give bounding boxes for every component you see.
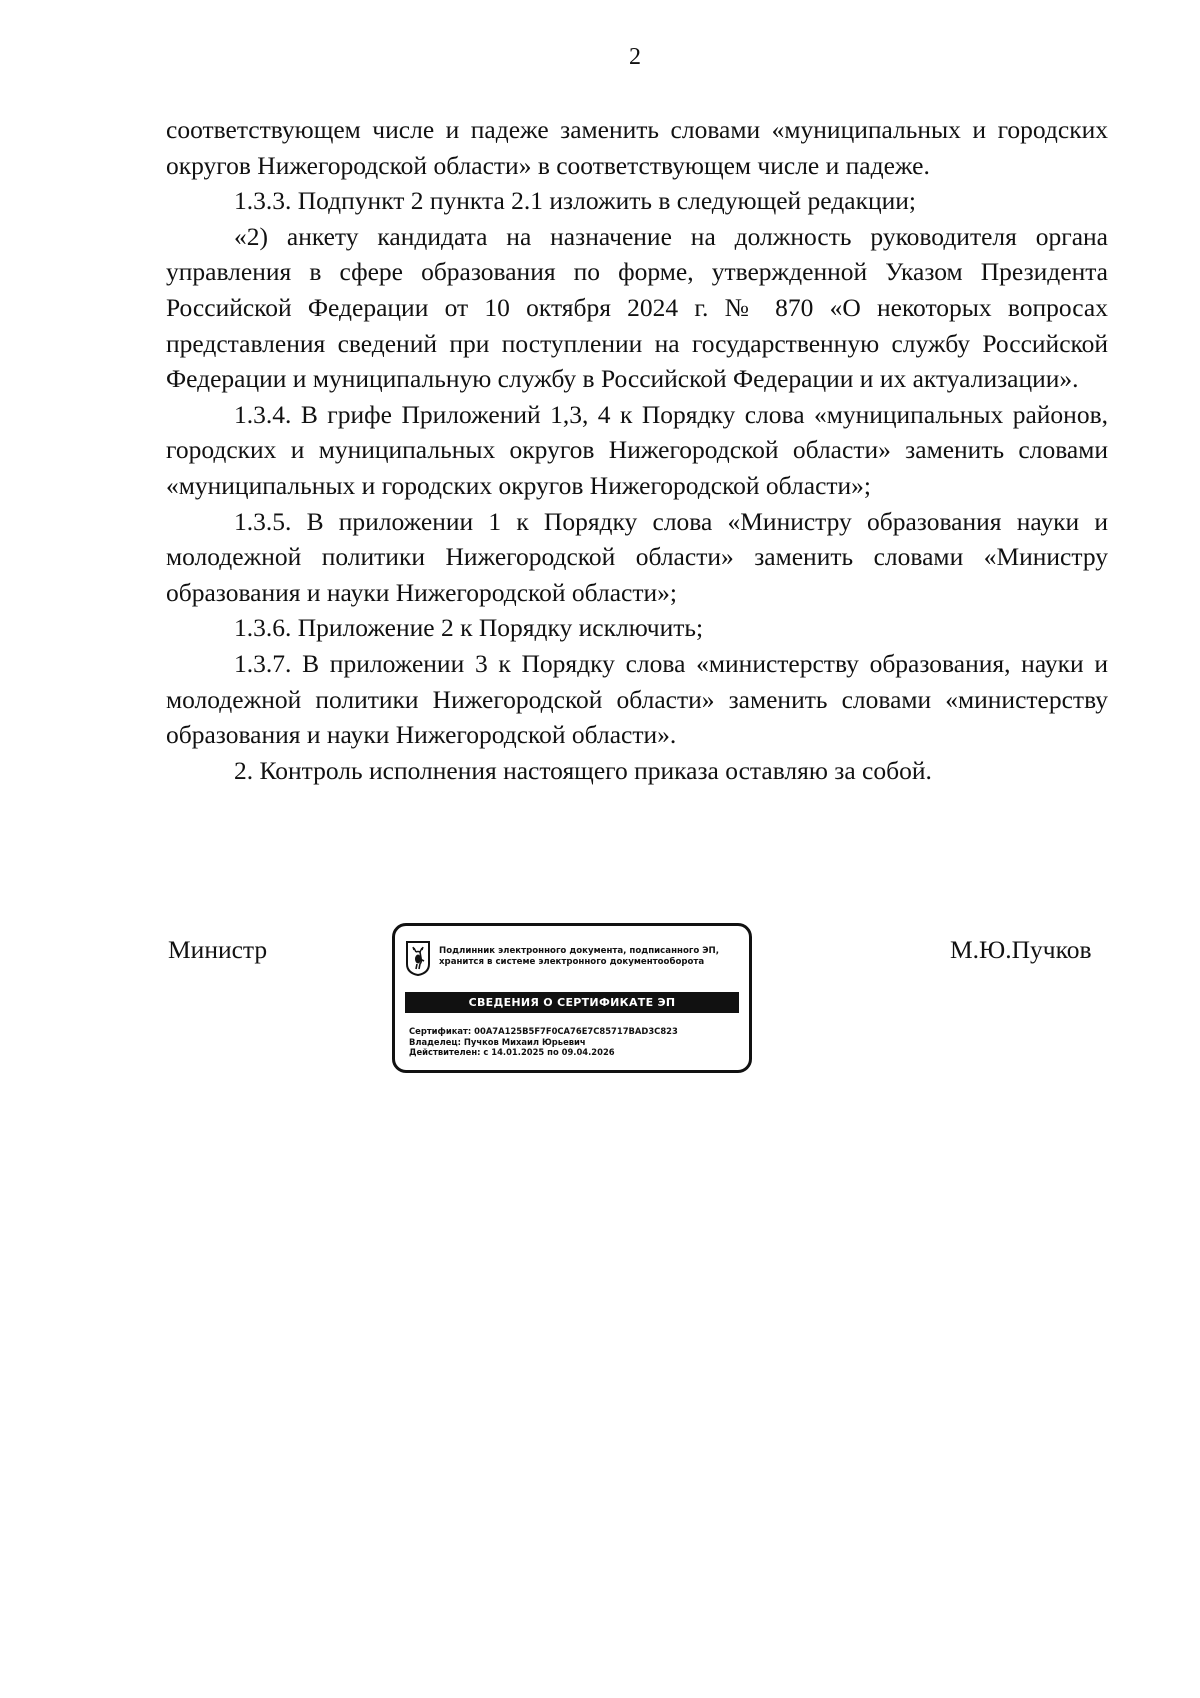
paragraph-1-3-5: 1.3.5. В приложении 1 к Порядку слова «Министру образования науки и молодежной политики Нижегородской области» заменить словами «Министру образования и науки Нижегородской области»; [166, 506, 1108, 607]
paragraph-continuation: соответствующем числе и падеже заменить словами «муниципальных и городских округов Нижегородской области» в соответствующем числе и падеже. [166, 115, 1108, 180]
signature-name: М.Ю.Пучков [950, 935, 1092, 964]
stamp-details [409, 1026, 739, 1058]
page-number: 2 [629, 44, 641, 70]
paragraph-1-3-3: 1.3.3. Подпункт 2 пункта 2.1 изложить в следующей редакции; [234, 186, 916, 216]
deer-emblem-icon [405, 940, 431, 976]
stamp-validity: Действителен: с 14.01.2025 по 09.04.2026 [409, 1047, 615, 1057]
electronic-signature-stamp [392, 923, 752, 1073]
signature-title: Министр [168, 935, 268, 964]
stamp-title-bar: СВЕДЕНИЯ О СЕРТИФИКАТЕ ЭП [405, 992, 739, 1013]
paragraph-1-3-4: 1.3.4. В грифе Приложений 1,3, 4 к Порядку слова «муниципальных районов, городских и муниципальных округов Нижегородской области» заменить словами «муниципальных и городских округов Нижегородской области»; [166, 399, 1108, 500]
paragraph-1-3-7: 1.3.7. В приложении 3 к Порядку слова «министерству образования, науки и молодежной политики Нижегородской области» заменить словами «министерству образования и науки Нижегородской области». [166, 648, 1108, 750]
document-body [166, 112, 1108, 788]
paragraph-quote-2: «2) анкету кандидата на назначение на должность руководителя органа управления в сфере образования по форме, утвержденной Указом Президента Российской Федерации от 10 октября 2024 г. № 870 «О некоторых вопросах представления сведений при поступлении на государственную службу Российской Федерации и муниципальную службу в Российской Федерации и их актуализации». [166, 221, 1108, 394]
stamp-certificate: Сертификат: 00A7A125B5F7F0CA76E7C85717BAD3C823 [409, 1026, 678, 1036]
stamp-header-line-1: Подлинник электронного документа, подписанного ЭП, [439, 946, 719, 956]
stamp-header [439, 946, 739, 968]
paragraph-1-3-6: 1.3.6. Приложение 2 к Порядку исключить; [234, 613, 704, 643]
paragraph-2: 2. Контроль исполнения настоящего приказа оставляю за собой. [234, 755, 932, 785]
stamp-header-line-2: хранится в системе электронного документооборота [439, 957, 705, 967]
stamp-owner: Владелец: Пучков Михаил Юрьевич [409, 1036, 586, 1047]
